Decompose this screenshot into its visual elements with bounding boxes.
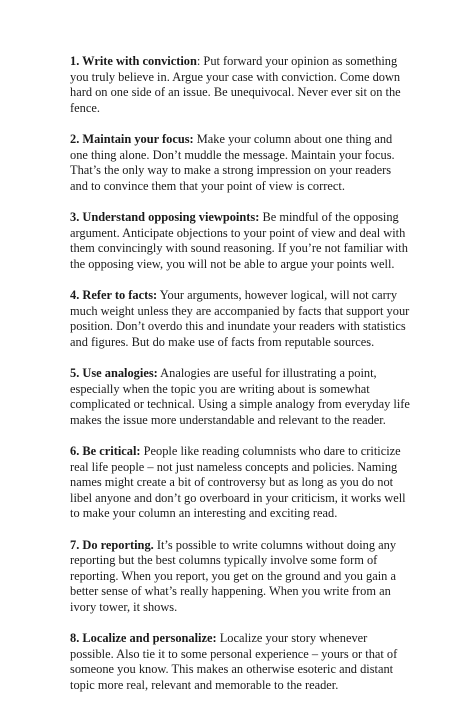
tip-body: People like reading columnists who dare to criticize real life people – not just nameless concepts and policies. Naming names might create a bit of controversy but as long as you do not libel anyone and don’t go overboard in your criticism, it works well to make your column an interesting and exciting read. bbox=[70, 444, 406, 520]
tip-heading: 1. Write with conviction bbox=[70, 54, 197, 68]
tip-heading: 7. Do reporting. bbox=[70, 537, 154, 552]
tip-1 bbox=[70, 54, 410, 116]
tip-heading: 5. Use analogies: bbox=[70, 366, 158, 380]
tip-heading: 3. Understand opposing viewpoints: bbox=[70, 210, 260, 224]
tip-body: : Put forward your opinion as something you truly believe in. Argue your case with conviction. Come down hard on one side of an issue. Be unequivocal. Never ever sit on the fence. bbox=[70, 54, 401, 115]
tip-heading: 4. Refer to facts: bbox=[70, 288, 158, 302]
tip-heading: 2. Maintain your focus: bbox=[70, 132, 194, 146]
tip-7 bbox=[70, 538, 410, 616]
tip-body: Make your column about one thing and one thing alone. Don’t muddle the message. Maintain your focus. That’s the only way to make a strong impression on your readers and to convince them that your point of view is correct. bbox=[70, 132, 395, 193]
tip-body: It’s possible to write columns without doing any reporting but the best columns typically involve some form of reporting. When you report, you get on the ground and you gain a better sense of what’s really happening. When you write from an ivory tower, it shows. bbox=[70, 537, 397, 614]
tip-heading: 6. Be critical: bbox=[70, 444, 141, 458]
tip-heading: 8. Localize and personalize: bbox=[70, 631, 217, 645]
tip-body: Be mindful of the opposing argument. Anticipate objections to your point of view and deal with them convincingly with sound reasoning. If you’re not familiar with the opposing view, you will not be able to argue your points well. bbox=[70, 210, 408, 271]
tip-3 bbox=[70, 210, 410, 272]
tip-8 bbox=[70, 631, 410, 693]
tip-4 bbox=[70, 288, 410, 350]
tip-2 bbox=[70, 132, 410, 194]
tip-5 bbox=[70, 366, 410, 428]
tip-body: Analogies are useful for illustrating a point, especially when the topic you are writing about is somewhat complicated or technical. Using a simple analogy from everyday life makes the issue more understandable and relevant to the reader. bbox=[70, 366, 410, 427]
tip-body: Your arguments, however logical, will not carry much weight unless they are accompanied by facts that support your position. Don’t overdo this and inundate your readers with statistics and figures. But do make use of facts from reputable sources. bbox=[70, 288, 410, 349]
tip-body: Localize your story whenever possible. Also tie it to some personal experience – yours or that of someone you know. This makes an otherwise esoteric and distant topic more real, relevant and memorable to the reader. bbox=[70, 631, 398, 692]
tip-6 bbox=[70, 444, 410, 522]
